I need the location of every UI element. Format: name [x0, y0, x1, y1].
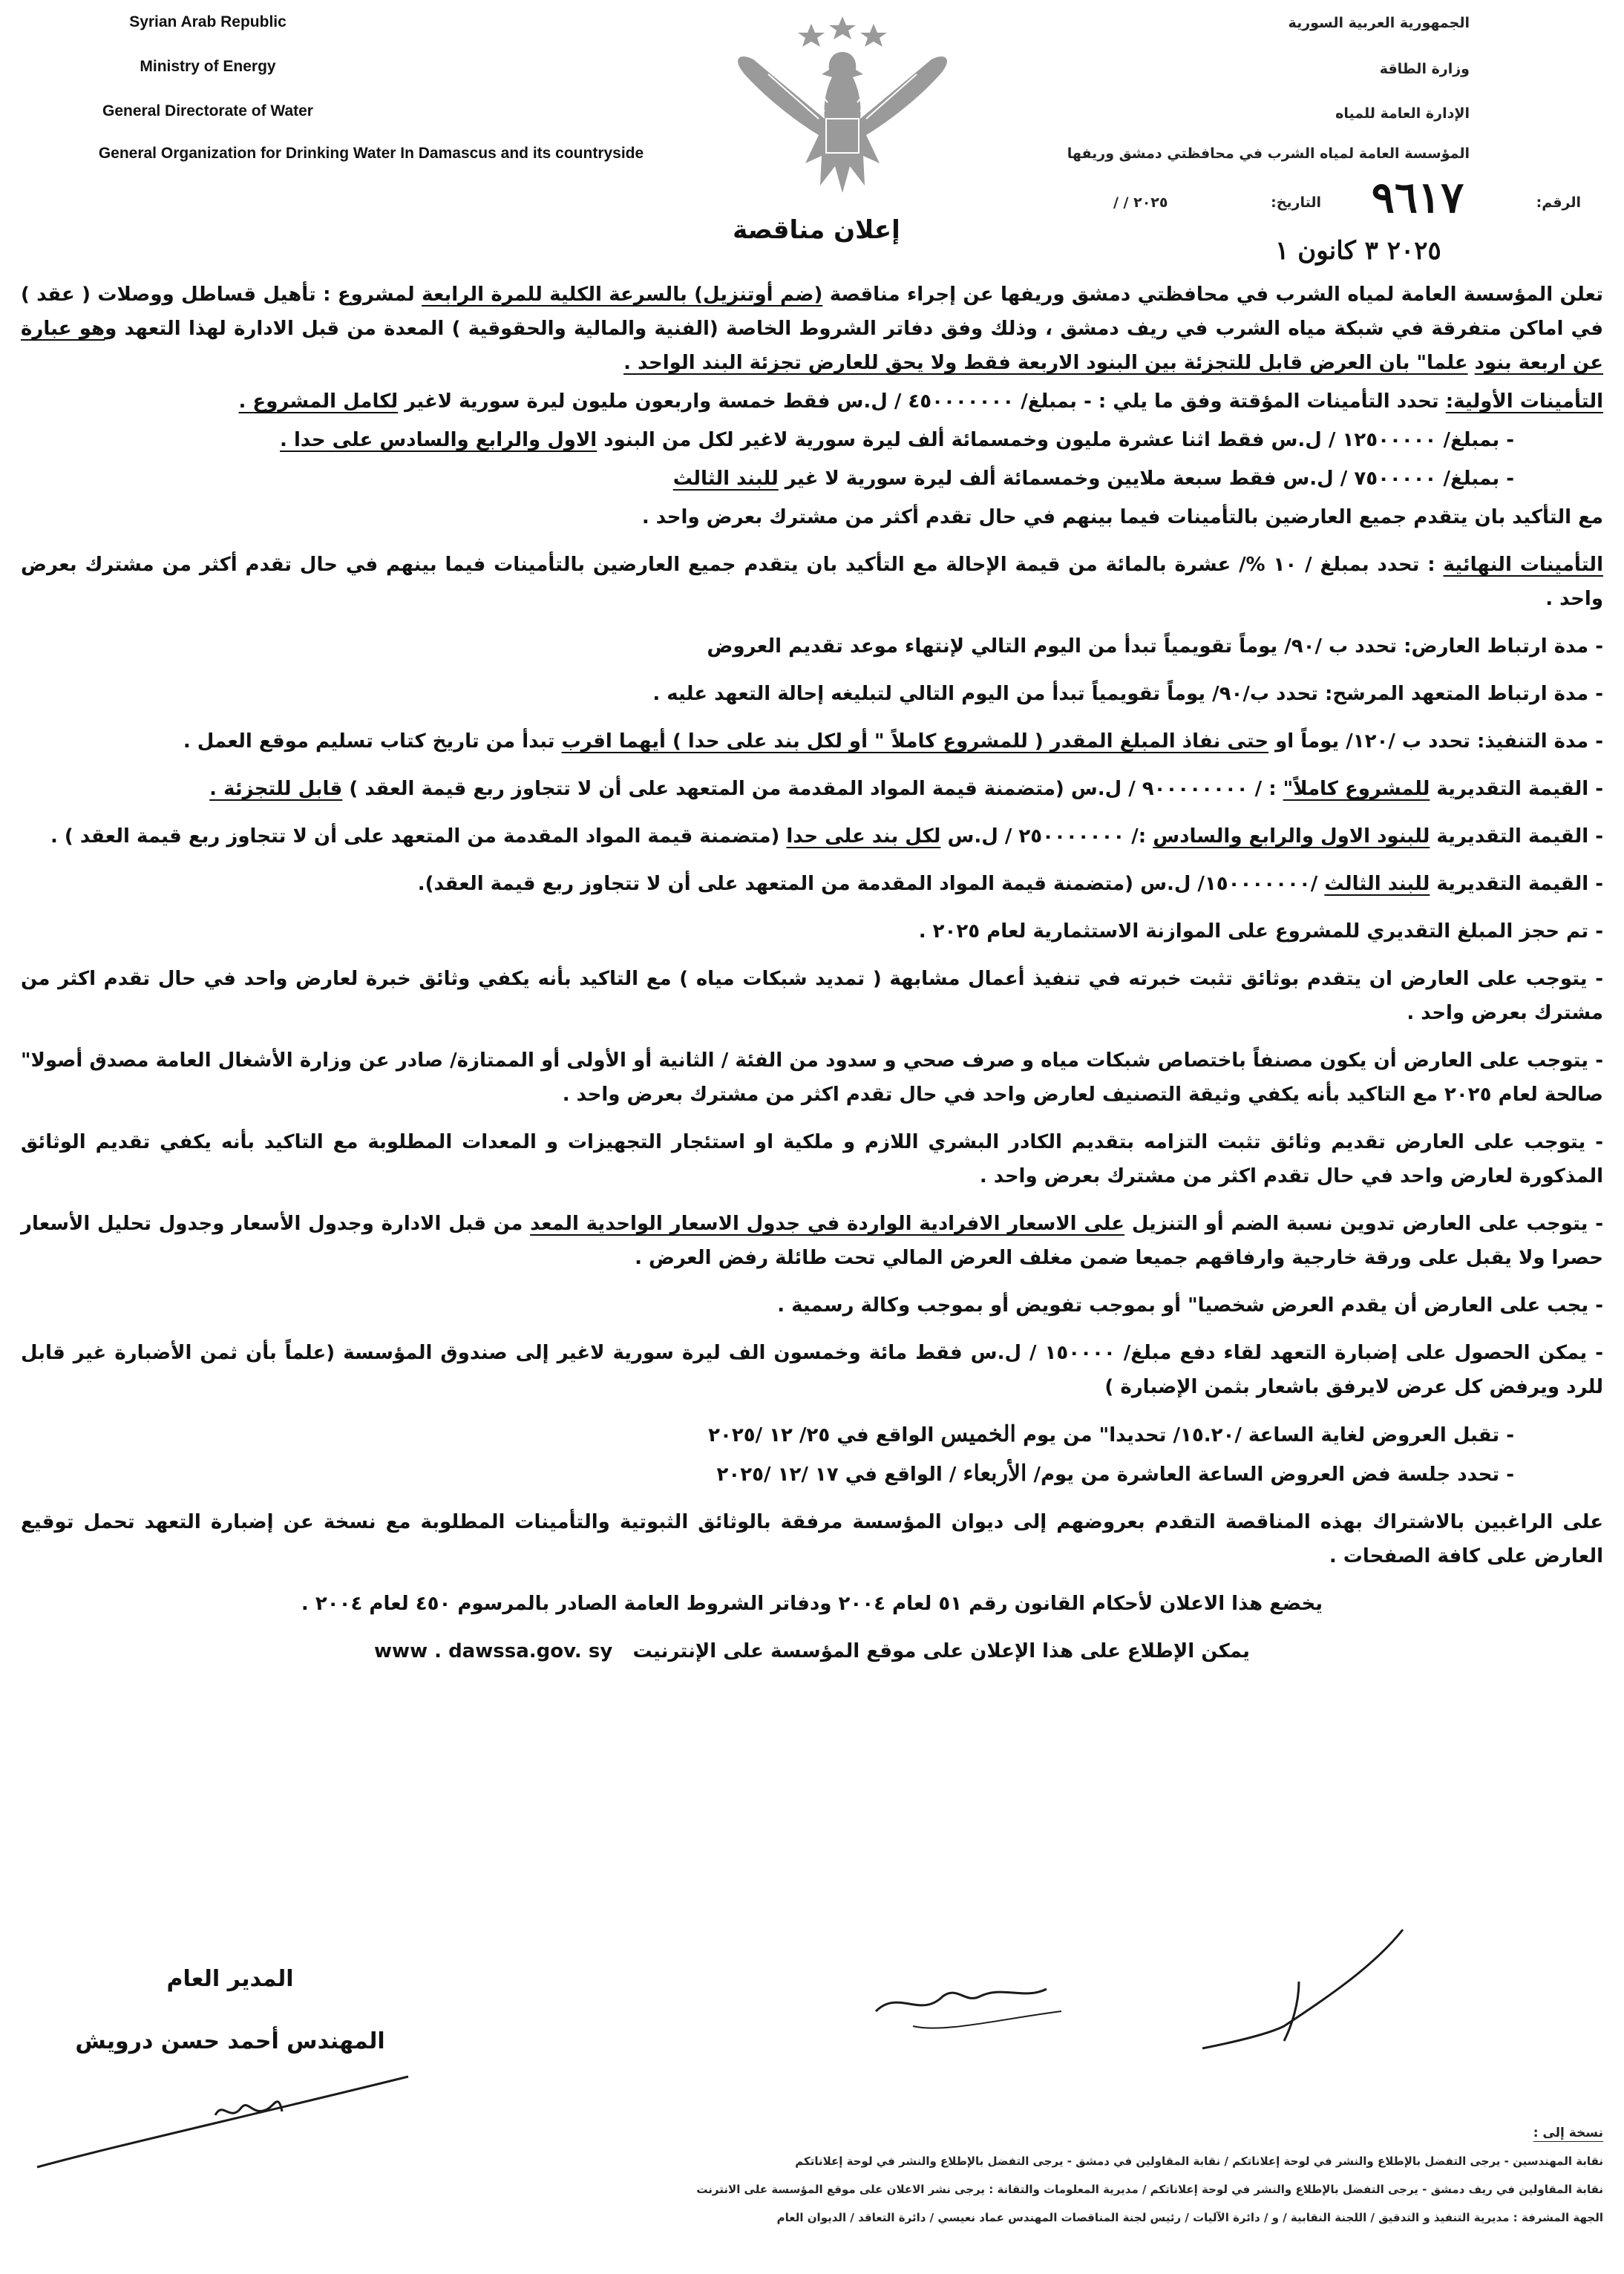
- est-items-a: - القيمة التقديرية: [1436, 825, 1603, 848]
- date-label: التاريخ:: [1271, 194, 1321, 211]
- deadline-a: - تقبل العروض لغاية الساعة /١٥.٢٠/ تحديدا" من يوم: [1022, 1424, 1514, 1446]
- header-en-line4: General Organization for Drinking Water In Damascus and its countryside: [98, 145, 644, 162]
- copies-label: نسخة إلى :: [1533, 2126, 1603, 2140]
- website-text: يمكن الإطلاع على هذا الإعلان على موقع المؤسسة على الإنترنيت: [632, 1640, 1250, 1662]
- prelim-label: التأمينات الأولية:: [1445, 390, 1603, 413]
- final-text: : تحدد بمبلغ / ١٠ %/ عشرة بالمائة من قيمة الإحالة مع التأكيد بان يتقدم جميع العارضين بالتأمينات فيما بينهم في حال تقدم أكثر من مشترك بعرض واحد .: [21, 554, 1603, 610]
- header-en-line1: Syrian Arab Republic: [129, 13, 287, 30]
- final-label: التأمينات النهائية: [1443, 554, 1603, 576]
- deadline-day: الخميس: [940, 1421, 1016, 1447]
- intro-paragraph: [21, 278, 1603, 380]
- prelim-text: تحدد التأمينات المؤقتة وفق ما يلي : - بمبلغ/ ٤٥٠٠٠٠٠٠٠ / ل.س فقط خمسة واربعون مليون ليرة سورية لاغير: [405, 390, 1439, 413]
- intro-text-1: تعلن المؤسسة العامة لمياه الشرب في محافظتي دمشق وريفها عن إجراء مناقصة: [829, 284, 1603, 306]
- opening-b: / الواقع في ١٧ /١٢ /٢٠٢٥: [716, 1464, 957, 1486]
- signature-block: [45, 1948, 416, 2073]
- contractor-validity: - مدة ارتباط المتعهد المرشح: تحدد ب/٩٠/ يوماً تقويمياً تبدأ من اليوم التالي لتبليغه إحالة التعهد عليه .: [652, 683, 1603, 705]
- legal-basis: يخضع هذا الاعلان لأحكام القانون رقم ٥١ لعام ٢٠٠٤ ودفاتر الشروط العامة الصادر بالمرسوم ٤٥٠ لعام ٢٠٠٤ .: [301, 1593, 1323, 1615]
- budget-note: - تم حجز المبلغ التقديري للمشروع على الموازنة الاستثمارية لعام ٢٠٢٥ .: [918, 920, 1603, 943]
- est-items-u2: لكل بند على حدا: [786, 825, 941, 848]
- estimate-total: [21, 772, 1603, 806]
- est-total-u2: قابل للتجزئة .: [209, 778, 343, 800]
- submission-instructions: على الراغبين بالاشتراك بهذه المناقصة التقدم بعروضهم إلى ديوان المؤسسة مرفقة بالوثائق الثبوتية والتأمينات المطلوبة مع نسخة عن إضبارة التعهد تحمل توقيع العارض على كافة الصفحات .: [21, 1511, 1603, 1567]
- page-title: إعلان مناقصة: [733, 215, 900, 245]
- deadline: [21, 1418, 1603, 1452]
- intro-items: هو عبارة عن اربعة بنود: [21, 318, 1603, 374]
- header-ar-line1: الجمهورية العربية السورية: [1288, 15, 1470, 31]
- est-3-u: للبند الثالث: [1324, 873, 1430, 895]
- dossier-fee: - يمكن الحصول على إضبارة التعهد لقاء دفع مبلغ/ ١٥٠٠٠٠ / ل.س فقط مائة وخمسون الف ليرة سورية لاغير إلى صندوق المؤسسة (علماً بأن ثمن الأضبارة غير قابل للرد ويرفض كل عرض لايرفق باشعار بثمن الإضبارة ): [21, 1342, 1603, 1398]
- header-en-line3: General Directorate of Water: [102, 102, 313, 119]
- final-insurance: [21, 548, 1603, 616]
- pricing-a: - يتوجب على العارض تدوين نسبة الضم أو التنزيل: [1131, 1213, 1603, 1235]
- intro-divisible: علما" بان العرض قابل للتجزئة بين البنود الاربعة فقط ولا يحق للعارض تجزئة البند الواحد .: [623, 352, 1468, 374]
- est-total-u: للمشروع كاملاً": [1283, 778, 1430, 800]
- est-total-a: - القيمة التقديرية: [1436, 778, 1603, 800]
- estimate-item3: [21, 867, 1603, 901]
- execution-period: [21, 724, 1603, 758]
- exec-a: - مدة التنفيذ: تحدد ب /١٢٠/ يوماً او: [1275, 730, 1603, 753]
- exec-u: حتى نفاذ المبلغ المقدر ( للمشروع كاملاً " أو لكل بند على حدا ) أيهما اقرب: [561, 730, 1269, 753]
- prelim-b2-item: للبند الثالث: [672, 468, 779, 490]
- eagle-emblem-icon: [724, 7, 961, 200]
- est-items-u: للبنود الاول والرابع والسادس: [1153, 825, 1430, 848]
- classification-req: - يتوجب على العارض أن يكون مصنفاً باختصاص شبكات مياه و صرف صحي و سدود من الفئة / الثانية أو الأولى أو الممتازة/ صادر عن وزارة الأشغال العامة مصدق أصولا" صالحة لعام ٢٠٢٥ مع التاكيد بأنه يكفي وثيقة التصنيف لعارض واحد في حال تقدم اكثر من مشترك بعرض واحد .: [21, 1049, 1603, 1106]
- prelim-b2-text: - بمبلغ/ ٧٥٠٠٠٠٠ / ل.س فقط سبعة ملايين وخمسمائة ألف ليرة سورية لا غير: [785, 468, 1514, 490]
- date-value: / / ٢٠٢٥: [1113, 194, 1168, 211]
- copies-section: [30, 2119, 1603, 2232]
- signature-name: المهندس أحمد حسن درويش: [75, 2028, 385, 2054]
- prelim-note: مع التأكيد بان يتقدم جميع العارضين بالتأمينات فيما بينهم في حال تقدم أكثر من مشترك بعرض واحد .: [641, 506, 1603, 528]
- prelim-b1-items: الاول والرابع والسادس على حدا .: [280, 429, 597, 451]
- prelim-insurance: [21, 384, 1603, 419]
- opening-a: - تحدد جلسة فض العروض الساعة العاشرة من يوم/: [1033, 1464, 1514, 1486]
- header-ar-line4: المؤسسة العامة لمياه الشرب في محافظتي دمشق وريفها: [1067, 145, 1470, 162]
- copies-line-1: نقابة المهندسين - يرجى التفضل بالإطلاع والنشر في لوحة إعلاناتكم / نقابة المقاولين في دمشق - يرجى التفضل بالإطلاع والنشر في لوحة إعلاناتكم: [795, 2155, 1603, 2168]
- exec-b: تبدأ من تاريخ كتاب تسليم موقع العمل .: [183, 730, 555, 753]
- est-total-b: : / ٩٠٠٠٠٠٠٠٠ / ل.س (متضمنة قيمة المواد المقدمة من المتعهد على أن لا تتجاوز ربع قيمة العقد ): [349, 778, 1277, 800]
- header-ar-line3: الإدارة العامة للمياه: [1335, 105, 1470, 122]
- prelim-bullet-1: [21, 423, 1603, 457]
- prelim-b1-text: - بمبلغ/ ١٢٥٠٠٠٠٠ / ل.س فقط اثنا عشرة مليون وخمسمائة ألف ليرة سورية لاغير لكل من البنود: [603, 429, 1514, 451]
- est-3-a: - القيمة التقديرية: [1436, 873, 1603, 895]
- personal-submission: - يجب على العارض أن يقدم العرض شخصيا" أو بموجب تفويض أو بموجب وكالة رسمية .: [777, 1294, 1603, 1317]
- est-3-b: /١٥٠٠٠٠٠٠٠/ ل.س (متضمنة قيمة المواد المقدمة من المتعهد على أن لا تتجاوز ربع قيمة العقد).: [417, 873, 1318, 895]
- prelim-bullet-2: [21, 462, 1603, 496]
- deadline-b: الواقع في ٢٥/ ١٢ /٢٠٢٥: [708, 1424, 934, 1446]
- handwritten-date: ٢٠٢٥ ٣ كانون ١: [1275, 236, 1441, 266]
- website-link[interactable]: www . dawssa.gov. sy: [374, 1640, 613, 1662]
- prelim-whole: لكامل المشروع .: [238, 390, 399, 413]
- staff-equipment-req: - يتوجب على العارض تقديم وثائق تثبت التزامه بتقديم الكادر البشري اللازم و ملكية او استئجار التجهيزات و المعدات المطلوبة مع التاكيد بأنه يكفي تقديم الوثائق المذكورة لعارض واحد في حال تقدم اكثر من مشترك بعرض واحد .: [21, 1131, 1603, 1187]
- experience-req: - يتوجب على العارض ان يتقدم بوثائق تثبت خبرته في تنفيذ أعمال مشابهة ( تمديد شبكات مياه ) مع التاكيد بأنه يكفي وثائق خبرة لعارض واحد في حال تقدم اكثر من مشترك بعرض واحد .: [21, 968, 1603, 1024]
- initials-signature-icon: [854, 1922, 1447, 2085]
- opening-session: [21, 1457, 1603, 1492]
- intro-text-2: ، وذلك وفق دفاتر الشروط الخاصة (الفنية والمالية والحقوقية ) المعدة من قبل الادارة لهذا التعهد و: [105, 318, 1053, 340]
- est-items-c: (متضمنة قيمة المواد المقدمة من المتعهد على أن لا تتجاوز ربع قيمة العقد ) .: [50, 825, 780, 848]
- pricing-u: على الاسعار الافرادية الواردة في جدول الاسعار الواحدية المعد: [530, 1213, 1125, 1235]
- ref-label: الرقم:: [1536, 194, 1581, 211]
- ref-number: ٩٦١٧: [1371, 172, 1464, 223]
- est-items-b: :/ ٢٥٠٠٠٠٠٠٠ / ل.س: [947, 825, 1147, 848]
- intro-bid-type: (ضم أوتنزيل) بالسرعة الكلية للمرة الرابعة: [422, 284, 823, 306]
- pricing-b: من قبل الادارة وجدول الأسعار وجدول تحليل الأسعار حصرا ولا يقبل على ورقة خارجية وارفاقهم جميعا ضمن مغلف العرض المالي تحت طائلة رفض العرض .: [21, 1213, 1603, 1269]
- bidder-validity: - مدة ارتباط العارض: تحدد ب /٩٠/ يوماً تقويمياً تبدأ من اليوم التالي لإنتهاء موعد تقديم العروض: [707, 635, 1603, 658]
- estimate-items: [21, 819, 1603, 853]
- signature-title: المدير العام: [166, 1966, 294, 1992]
- copies-line-2: نقابة المقاولين في ريف دمشق - يرجى التفضل بالإطلاع والنشر في لوحة إعلاناتكم / مديرية المعلومات والتقانة : يرجى نشر الاعلان على موقع المؤسسة على الانترنت: [696, 2183, 1603, 2196]
- header-en-line2: Ministry of Energy: [140, 58, 276, 75]
- website-line: [21, 1634, 1603, 1668]
- announcement-body: [21, 236, 1603, 1682]
- header-ar-line2: وزارة الطاقة: [1379, 61, 1470, 77]
- copies-line-3: الجهة المشرفة : مديرية التنفيذ و التدقيق / اللجنة النقابية / و / دائرة الآليات / رئيس لجنة المناقصات المهندس عماد نعيسي / دائرة التعاقد / الديوان العام: [776, 2211, 1603, 2224]
- intro-location: اماكن متفرقة في شبكة مياه الشرب في ريف دمشق: [1060, 318, 1564, 340]
- pricing-req: [21, 1207, 1603, 1275]
- intro-project: لمشروع : تأهيل قساطل ووصلات ( عقد ) في: [21, 284, 1604, 340]
- opening-day: الأربعاء: [963, 1461, 1027, 1487]
